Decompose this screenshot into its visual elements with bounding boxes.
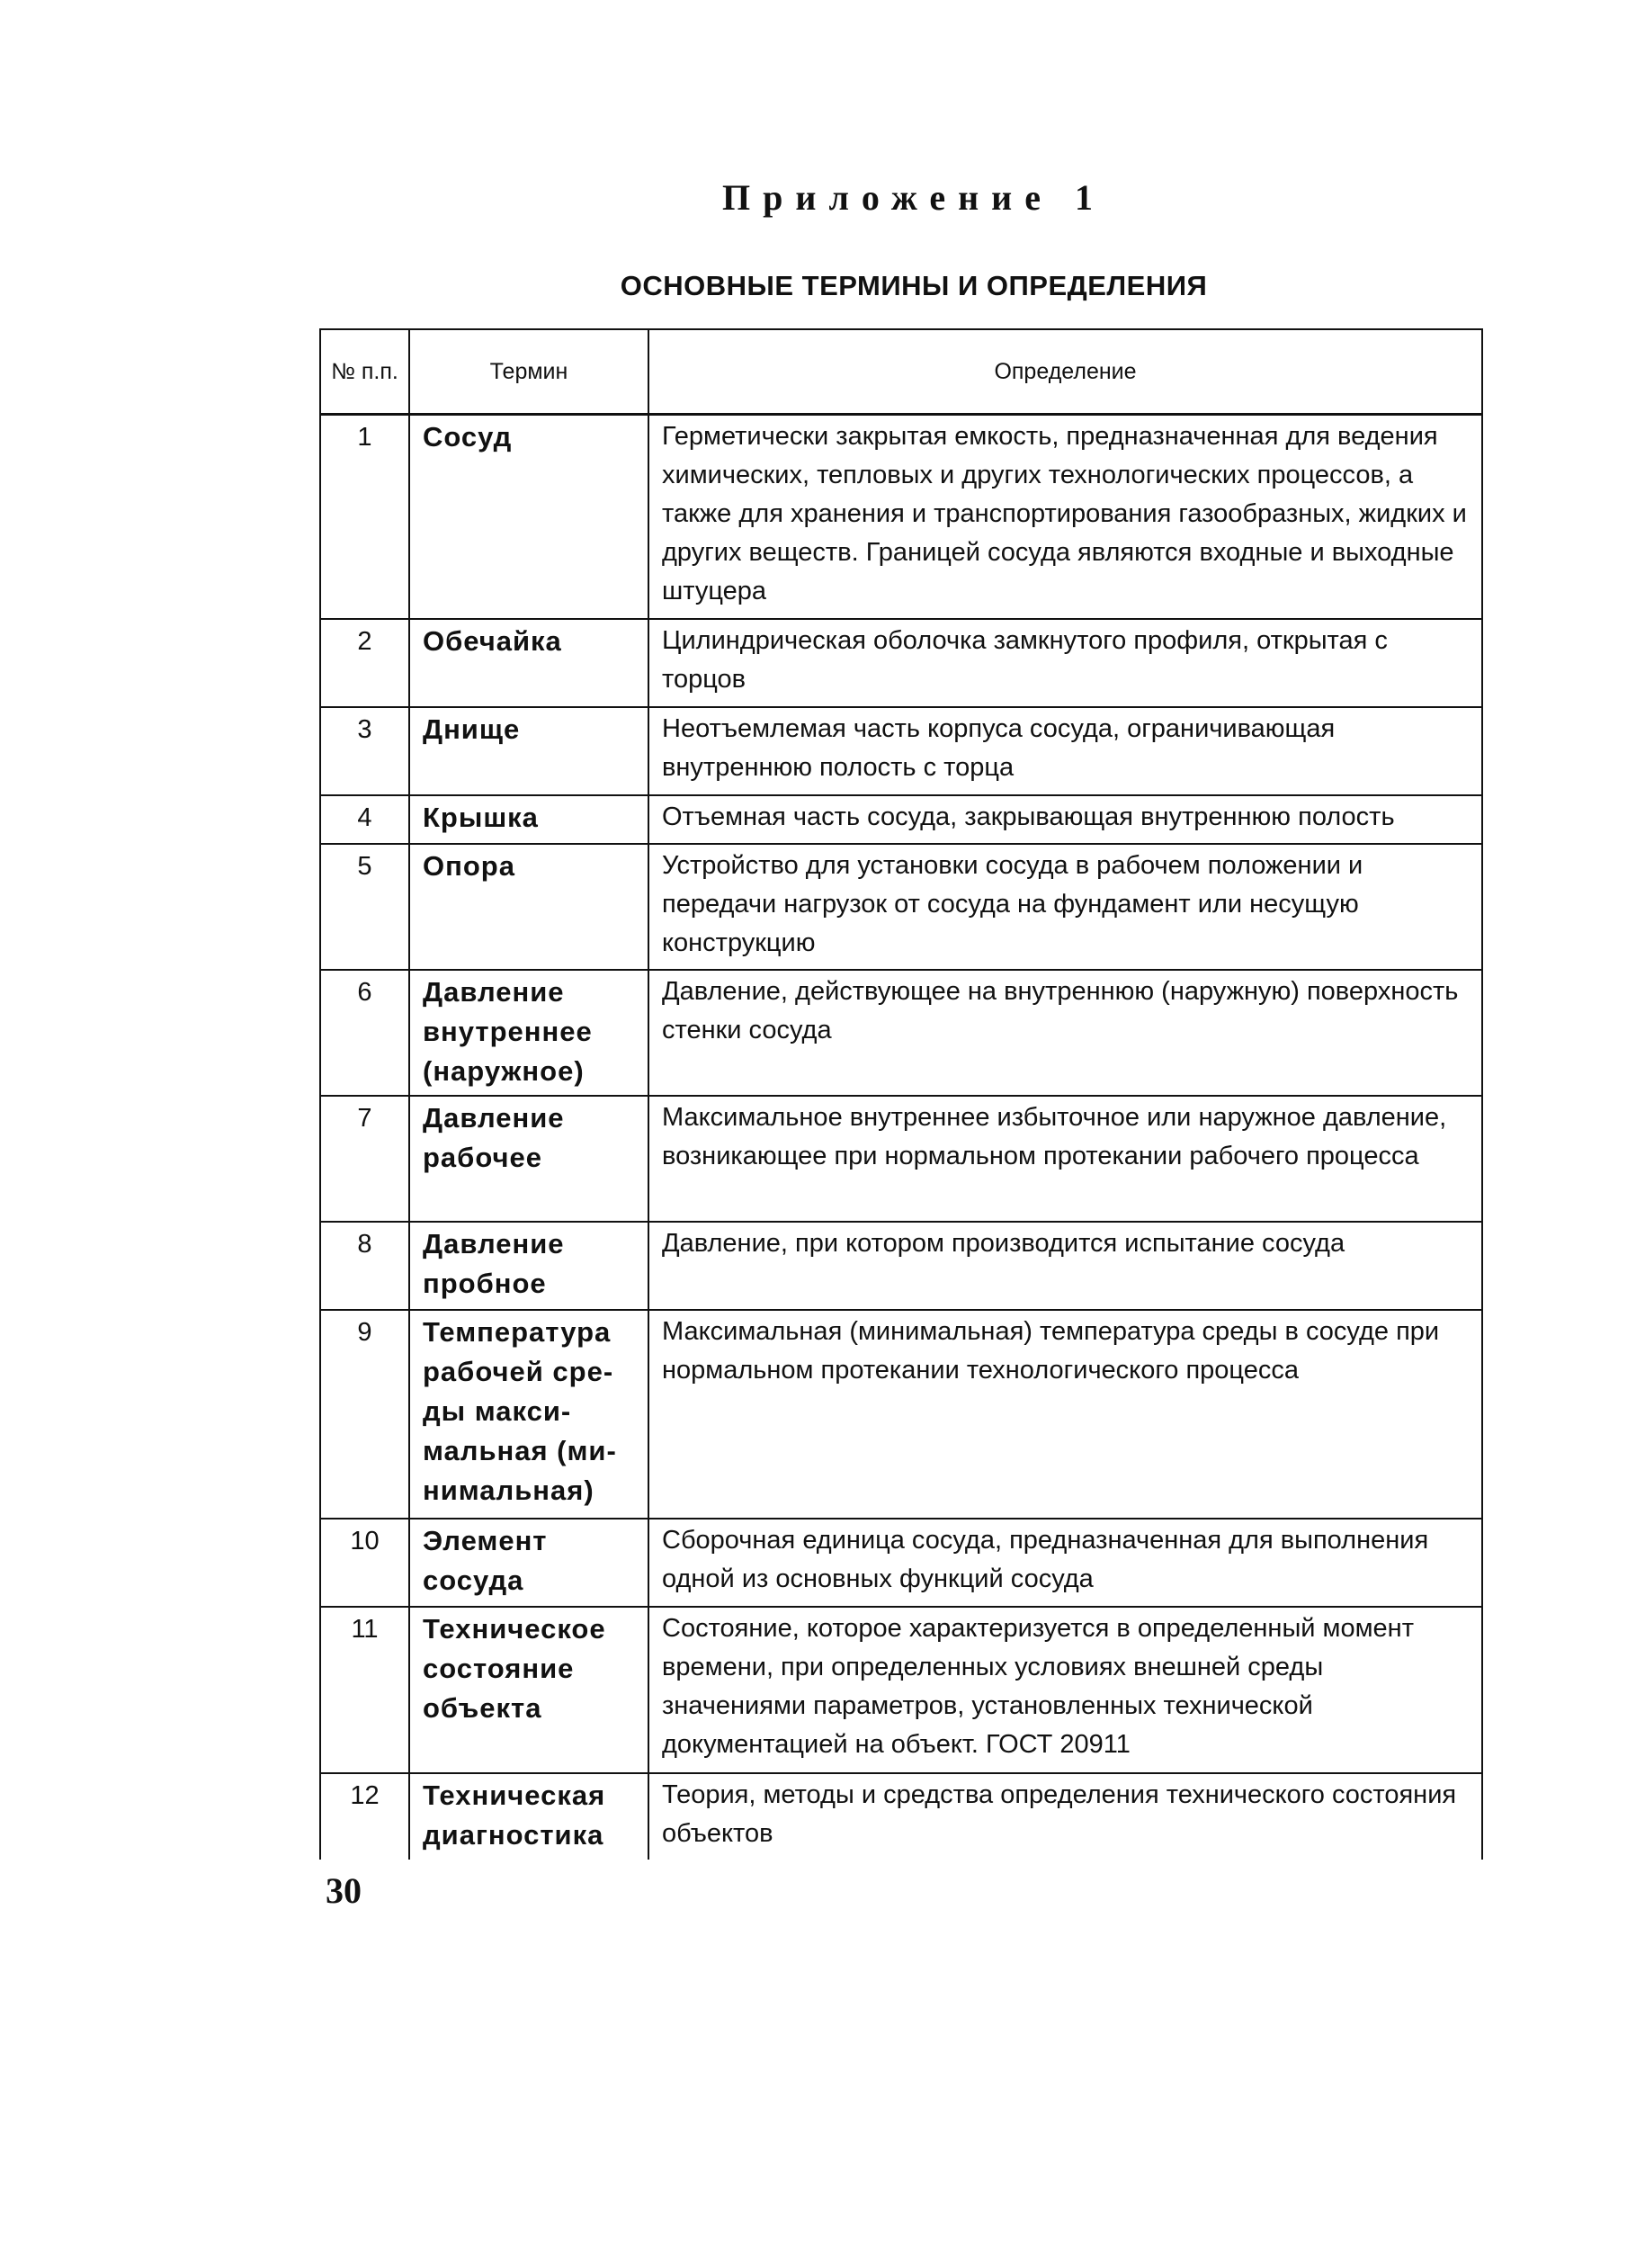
row-definition: Теория, методы и средства определения технического состояния объектов (648, 1773, 1482, 1860)
table-row (320, 1773, 1482, 1860)
table-row (320, 1310, 1482, 1519)
row-number: 4 (320, 795, 409, 844)
row-definition: Давление, действующее на внутреннюю (наружную) поверхность стенки сосуда (648, 970, 1482, 1096)
row-number: 1 (320, 415, 409, 619)
table-row (320, 1519, 1482, 1607)
row-term: Давление пробное (409, 1222, 648, 1310)
row-definition: Максимальная (минимальная) температура среды в сосуде при нормальном протекании технологического процесса (648, 1310, 1482, 1519)
row-number: 8 (320, 1222, 409, 1310)
page-number: 30 (326, 1870, 362, 1911)
row-number: 5 (320, 844, 409, 970)
row-definition: Устройство для установки сосуда в рабочем положении и передачи нагрузок от сосуда на фундамент или несущую конструкцию (648, 844, 1482, 970)
row-term: Днище (409, 707, 648, 795)
row-term: Крышка (409, 795, 648, 844)
row-definition: Неотъемлемая часть корпуса сосуда, ограничивающая внутреннюю полость с торца (648, 707, 1482, 795)
table-row (320, 1607, 1482, 1773)
row-definition: Герметически закрытая емкость, предназначенная для ведения химических, тепловых и других технологических процессов, а также для хранения и транспортирования газообразных, жидких и других веществ. Границей сосуда являются входные и выходные штуцера (648, 415, 1482, 619)
table-row (320, 844, 1482, 970)
row-number: 7 (320, 1096, 409, 1222)
column-header-number: № п.п. (320, 329, 409, 415)
row-definition: Максимальное внутреннее избыточное или наружное давление, возникающее при нормальном протекании рабочего процесса (648, 1096, 1482, 1222)
row-definition: Отъемная часть сосуда, закрывающая внутреннюю полость (648, 795, 1482, 844)
table-header-row (320, 329, 1482, 415)
row-definition: Давление, при котором производится испытание сосуда (648, 1222, 1482, 1310)
row-number: 9 (320, 1310, 409, 1519)
column-header-definition: Определение (648, 329, 1482, 415)
page-title: ОСНОВНЫЕ ТЕРМИНЫ И ОПРЕДЕЛЕНИЯ (620, 270, 1208, 301)
table-row (320, 707, 1482, 795)
row-number: 11 (320, 1607, 409, 1773)
row-definition: Сборочная единица сосуда, предназначенная для выполнения одной из основных функций сосуда (648, 1519, 1482, 1607)
row-number: 12 (320, 1773, 409, 1860)
table-row (320, 1096, 1482, 1222)
row-definition: Состояние, которое характеризуется в определенный момент времени, при определенных условиях внешней среды значениями параметров, установленных технической документацией на объект. ГОСТ 20911 (648, 1607, 1482, 1773)
row-term: Температура рабочей сре-ды макси-мальная (ми-нимальная) (409, 1310, 648, 1519)
table-row (320, 970, 1482, 1096)
row-term: Сосуд (409, 415, 648, 619)
row-number: 3 (320, 707, 409, 795)
row-term: Опора (409, 844, 648, 970)
table-row (320, 619, 1482, 707)
row-term: Давление внутреннее (наружное) (409, 970, 648, 1096)
row-term: Техническое состояние объекта (409, 1607, 648, 1773)
column-header-term: Термин (409, 329, 648, 415)
table-row (320, 415, 1482, 619)
row-number: 2 (320, 619, 409, 707)
row-number: 10 (320, 1519, 409, 1607)
row-term: Техническая диагностика (409, 1773, 648, 1860)
row-term: Обечайка (409, 619, 648, 707)
table-row (320, 1222, 1482, 1310)
row-number: 6 (320, 970, 409, 1096)
row-term: Элемент сосуда (409, 1519, 648, 1607)
terms-table (319, 328, 1483, 1860)
table-row (320, 795, 1482, 844)
row-definition: Цилиндрическая оболочка замкнутого профиля, открытая с торцов (648, 619, 1482, 707)
appendix-heading: Приложение 1 (722, 177, 1105, 218)
row-term: Давление рабочее (409, 1096, 648, 1222)
